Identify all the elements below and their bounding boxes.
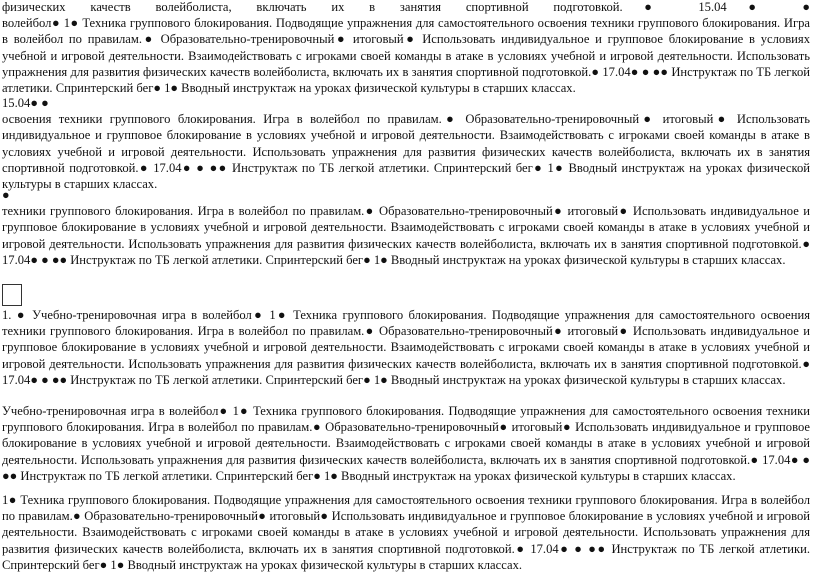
empty-checkbox-frame — [2, 284, 22, 306]
paragraph-2-body: освоения техники группового блокирования. Игра в волейбол по правилам.● Образовательно-тренировочный● итоговый● Использовать индивидуальное и групповое блокирование в условиях учебной и игровой деятельности. Взаимодействовать с игроками своей команды в атаке в условиях учебной и игровой деятельности. Использовать упражнения для развития физических качеств волейболиста, включать их в занятия спортивной подготовкой.● 17.04● ● ●● Инструктаж по ТБ легкой атлетики. Спринтерский бег● 1● Вводный инструктаж на уроках физической культуры в старших классах. — [2, 112, 810, 192]
paragraph-5: Учебно-тренировочная игра в волейбол● 1● Техника группового блокирования. Подводящие упражнения для самостоятельного освоения техники группового блокирования. Игра в волейбол по правилам.● Образовательно-тренировочный● итоговый● Использовать индивидуальное и групповое блокирование в условиях учебной и игровой деятельности. Взаимодействовать с игроками своей команды в атаке в условиях учебной и игровой деятельности. Использовать упражнения для развития физических качеств волейболиста, включать их в занятия спортивной подготовкой.● 17.04● ● ●● Инструктаж по ТБ легкой атлетики. Спринтерский бег● 1● Вводный инструктаж на уроках физической культуры в старших классах. — [2, 404, 810, 483]
paragraph-3 — [2, 187, 810, 268]
paragraph-6: 1● Техника группового блокирования. Подводящие упражнения для самостоятельного освоения техники группового блокирования. Игра в волейбол по правилам.● Образовательно-тренировочный● итоговый● Использовать индивидуальное и групповое блокирование в условиях учебной и игровой деятельности. Взаимодействовать с игроками своей команды в атаке в условиях учебной и игровой деятельности. Использовать упражнения для развития физических качеств волейболиста, включать их в занятия спортивной подготовкой.● 17.04● ● ●● Инструктаж по ТБ легкой атлетики. Спринтерский бег● 1● Вводный инструктаж на уроках физической культуры в старших классах. — [2, 493, 810, 572]
paragraph-2 — [2, 95, 810, 192]
paragraph-1-line-1: физических качеств волейболиста, включать их в занятия спортивной подготовкой.● 15.04● ● — [2, 0, 810, 14]
paragraph-3-line-1: ● — [2, 188, 10, 202]
paragraph-2-line-1: 15.04● ● — [2, 96, 49, 110]
paragraph-1 — [2, 0, 810, 96]
paragraph-3-body: техники группового блокирования. Игра в волейбол по правилам.● Образовательно-тренировочный● итоговый● Использовать индивидуальное и групповое блокирование в условиях учебной и игровой деятельности. Взаимодействовать с игроками своей команды в атаке в условиях учебной и игровой деятельности. Использовать упражнения для развития физических качеств волейболиста, включать их в занятия спортивной подготовкой.● 17.04● ● ●● Инструктаж по ТБ легкой атлетики. Спринтерский бег● 1● Вводный инструктаж на уроках физической культуры в старших классах. — [2, 204, 810, 267]
paragraph-1-body: волейбол● 1● Техника группового блокирования. Подводящие упражнения для самостоятельного освоения техники группового блокирования. Игра в волейбол по правилам.● Образовательно-тренировочный● итоговый● Использовать индивидуальное и групповое блокирование в условиях учебной и игровой деятельности. Взаимодействовать с игроками своей команды в атаке в условиях учебной и игровой деятельности. Использовать упражнения для развития физических качеств волейболиста, включать их в занятия спортивной подготовкой.● 17.04● ● ●● Инструктаж по ТБ легкой атлетики. Спринтерский бег● 1● Вводный инструктаж на уроках физической культуры в старших классах. — [2, 16, 810, 96]
paragraph-4: 1. ● Учебно-тренировочная игра в волейбол● 1● Техника группового блокирования. Подводящие упражнения для самостоятельного освоения техники группового блокирования. Игра в волейбол по правилам.● Образовательно-тренировочный● итоговый● Использовать индивидуальное и групповое блокирование в условиях учебной и игровой деятельности. Взаимодействовать с игроками своей команды в атаке в условиях учебной и игровой деятельности. Использовать упражнения для развития физических качеств волейболиста, включать их в занятия спортивной подготовкой.● 17.04● ● ●● Инструктаж по ТБ легкой атлетики. Спринтерский бег● 1● Вводный инструктаж на уроках физической культуры в старших классах. — [2, 308, 810, 387]
